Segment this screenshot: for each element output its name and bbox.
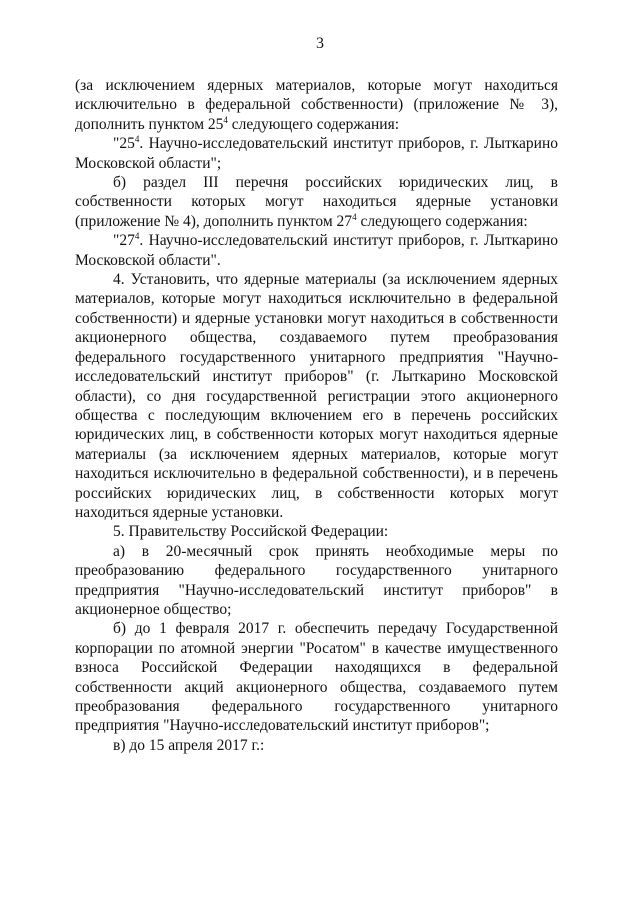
paragraph-text: "25 xyxy=(113,135,135,153)
superscript: 4 xyxy=(223,114,228,125)
paragraph-text: б) до 1 февраля 2017 г. обеспечить передачу Государственной корпорации по атомной энергии "Росатом" в качестве имущественного взноса Российской Федерации находящихся в федеральной собственности акций акционерного общества, создаваемого путем преобразования федерального государственного унитарного предприятия "Научно-исследовательский институт приборов"; xyxy=(75,620,558,735)
paragraph-text: 5. Правительству Российской Федерации: xyxy=(113,523,389,541)
paragraph-text: 4. Установить, что ядерные материалы (за исключением ядерных материалов, которые могут находиться исключительно в федеральной собственности) и ядерные установки могут находиться в собственности акционерного общества, создаваемого путем преобразования федерального государственного унитарного предприятия "Научно-исследовательский институт приборов" (г. Лыткарино Московской области), со дня государственной регистрации этого акционерного общества с последующим включением его в перечень российских юридических лиц, в собственности которых могут находиться ядерные материалы (за исключением ядерных материалов, которые могут находиться исключительно в федеральной собственности), и в перечень российских юридических лиц, в собственности которых могут находиться ядерные установки. xyxy=(75,271,558,521)
page-number: 3 xyxy=(316,35,324,52)
paragraph-text: б) раздел III перечня российских юридических лиц, в собственности которых могут находиться ядерные установки (приложение № 4), дополнить пунктом 27 xyxy=(75,174,558,230)
paragraph xyxy=(75,76,558,134)
paragraph xyxy=(75,173,558,231)
paragraph-text: а) в 20-месячный срок принять необходимые меры по преобразованию федерального государственного унитарного предприятия "Научно-исследовательский институт приборов" в акционерное общество; xyxy=(75,542,558,618)
superscript: 4 xyxy=(134,134,140,145)
paragraph xyxy=(75,270,558,522)
paragraph-text: в) до 15 апреля 2017 г.: xyxy=(113,736,265,754)
paragraph-text: следующего содержания: xyxy=(227,115,400,133)
paragraph xyxy=(75,736,558,755)
paragraph-text: . Научно-исследовательский институт приборов, г. Лыткарино Московской области". xyxy=(75,232,558,269)
paragraph-text: (за исключением ядерных материалов, которые могут находиться исключительно в федеральной собственности) (приложение № 3), дополнить пунктом 25 xyxy=(75,77,558,133)
superscript: 4 xyxy=(134,231,140,242)
document-body xyxy=(75,76,558,755)
paragraph xyxy=(75,619,558,735)
paragraph xyxy=(75,231,558,270)
paragraph-text: следующего содержания: xyxy=(356,212,528,230)
superscript: 4 xyxy=(352,211,357,222)
paragraph-text: . Научно-исследовательский институт приборов, г. Лыткарино Московской области"; xyxy=(75,135,558,172)
paragraph xyxy=(75,134,558,173)
paragraph xyxy=(75,522,558,541)
paragraph-text: "27 xyxy=(113,232,135,250)
paragraph xyxy=(75,542,558,620)
